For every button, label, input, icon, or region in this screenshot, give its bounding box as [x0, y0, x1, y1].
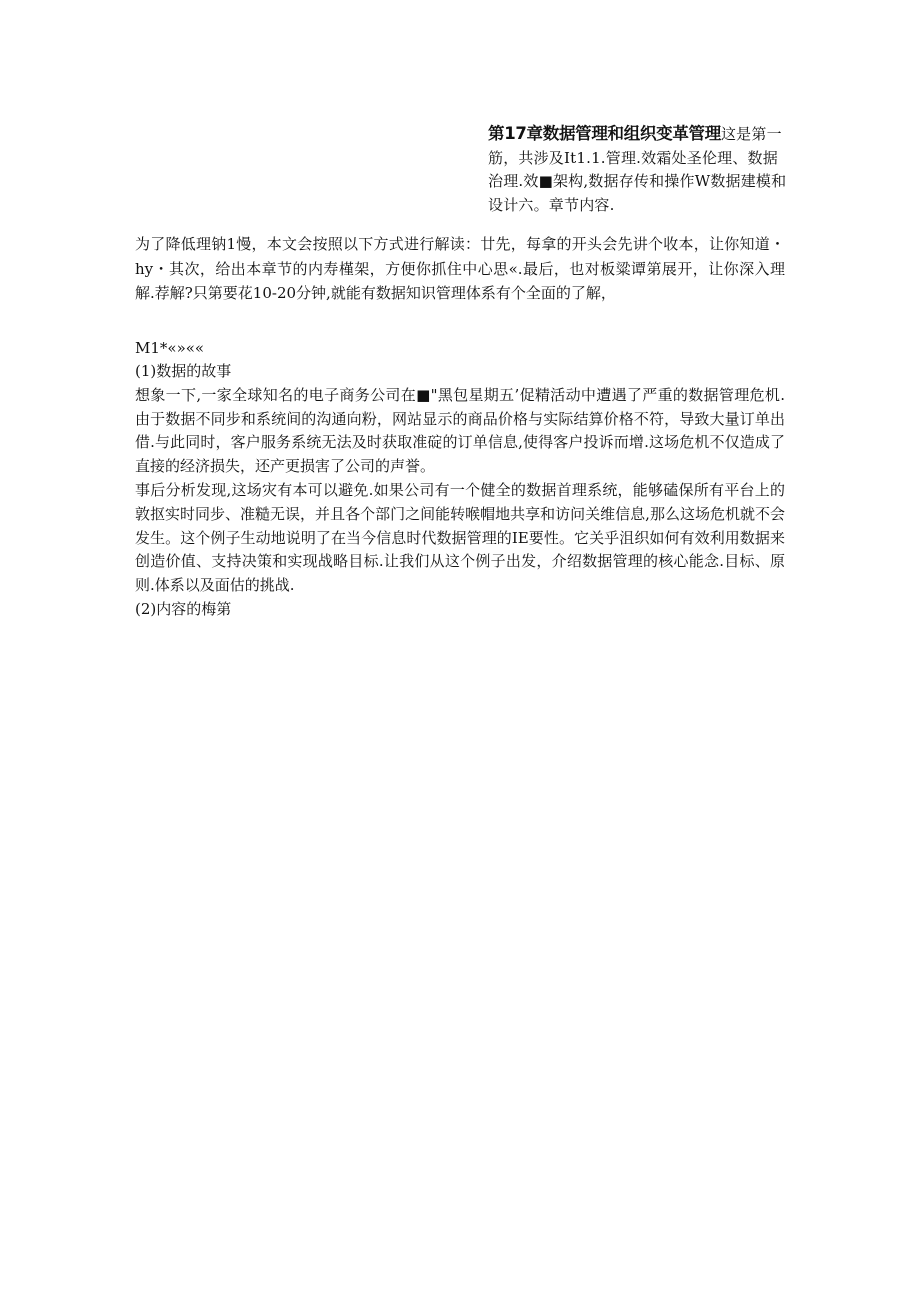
next-section-heading: (2)内容的梅第 [135, 599, 232, 618]
chapter-summary: 这是第一筋，共涉及It1.1.管理.效霜处圣伦理、数据治理.效■架构,数据存传和操作W数据建模和设计六。章节内容. [488, 125, 787, 214]
story-section [135, 360, 785, 622]
chapter-header [488, 122, 788, 217]
section-label: M1*«»«« [135, 339, 205, 357]
story-heading: (1)数据的故事 [135, 362, 232, 380]
story-paragraph-1: 想象一下,一家全球知名的电子商务公司在■"黑包星期五’促精活动中遭遇了严重的数据管理危机.由于数据不同步和系统间的沟通向粉，网站显示的商品价格与实际结算价格不符，导致大量订单出借.与此同时，客户服务系统无法及时获取准碇的订单信息,使得客户投诉而增.这场危机不仅造成了直接的经济损失，还产更损害了公司的声誉。 [135, 385, 785, 476]
story-paragraph-2: 事后分析发现,这场灾有本可以避免.如果公司有一个健全的数据首理系统，能够磕保所有平台上的敦抠实时同步、准糙无误，并且各个部门之间能转喉帽地共享和访问关维信息,那么这场危机就不会发生。这个例子生动地说明了在当今信息时代数据管理的IE要性。它关乎沮织如何有效利用数据来创造价值、支持决策和实现战略目标.让我们从这个例子出发，介绍数据管理的核心能念.目标、原则.体系以及面估的挑战. [135, 480, 785, 595]
intro-paragraph: 为了降低理钠1慢，本文会按照以下方式进行解读：廿先，每拿的开头会先讲个收本，让你知道・hy・其次，给出本章节的内寿槿架，方便你抓住中心思«.最后，也对板粱谭第展开，让你深入理解.荐解?只第要花10-20分钟,就能有数据知识管理体系有个全面的了解， [135, 235, 785, 302]
chapter-title: 第17章数据管理和组织变革管理 [488, 124, 721, 143]
